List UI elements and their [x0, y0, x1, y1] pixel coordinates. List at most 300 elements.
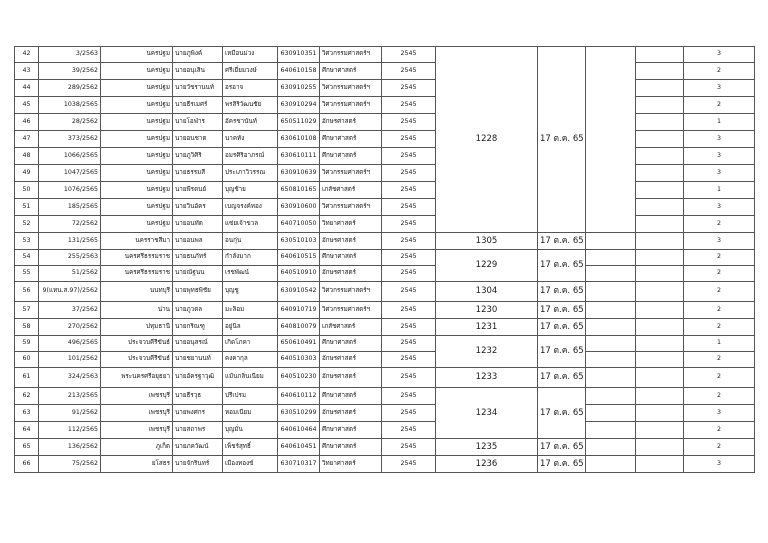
- table-row: [15, 63, 755, 80]
- case-number: 255/2563: [39, 250, 101, 266]
- blank-cell: [586, 422, 636, 439]
- table-row: [15, 405, 755, 422]
- student-id: 650511029: [278, 114, 320, 131]
- blank-cell: [636, 282, 684, 302]
- province: ยโสธร: [101, 456, 173, 473]
- blank-cell: [586, 336, 636, 352]
- table-row: [15, 319, 755, 336]
- row-number: 49: [15, 165, 39, 182]
- blank-cell: [636, 148, 684, 165]
- faculty: ศึกษาศาสตร์: [320, 250, 382, 266]
- score-value: 3: [684, 80, 755, 97]
- province: นครปฐม: [101, 114, 173, 131]
- case-number: 3/2563: [39, 47, 101, 63]
- case-number: 373/2562: [39, 131, 101, 148]
- first-name: นายอนทัต: [173, 216, 223, 233]
- blank-cell: [586, 233, 636, 250]
- year: 2545: [382, 199, 436, 216]
- year: 2545: [382, 165, 436, 182]
- faculty: วิศวกรรมศาสตร์ฯ: [320, 47, 382, 63]
- row-number: 60: [15, 352, 39, 368]
- document-number: 1228: [436, 47, 538, 233]
- document-number: 1232: [436, 336, 538, 368]
- table-row: [15, 439, 755, 456]
- student-id: 650810165: [278, 182, 320, 199]
- faculty: วิศวกรรมศาสตร์ฯ: [320, 302, 382, 319]
- province: นครศรีธรรมราช: [101, 250, 173, 266]
- province: นครปฐม: [101, 80, 173, 97]
- student-id: 630910351: [278, 47, 320, 63]
- score-value: 2: [684, 250, 755, 266]
- document-number: 1235: [436, 439, 538, 456]
- first-name: นายอนพล: [173, 233, 223, 250]
- score-value: 2: [684, 439, 755, 456]
- first-name: นายภูวิศิริ: [173, 148, 223, 165]
- faculty: วิศวกรรมศาสตร์ฯ: [320, 199, 382, 216]
- table-row: [15, 47, 755, 63]
- row-number: 47: [15, 131, 39, 148]
- student-id: 640610464: [278, 422, 320, 439]
- last-name: นาคทัง: [223, 131, 278, 148]
- last-name: กำลังมาก: [223, 250, 278, 266]
- province: นครราชสีมา: [101, 233, 173, 250]
- first-name: นายพีรดนย์: [173, 182, 223, 199]
- faculty: อักษรศาสตร์: [320, 266, 382, 282]
- table-row: [15, 182, 755, 199]
- faculty: ศึกษาศาสตร์: [320, 439, 382, 456]
- student-id: 650610491: [278, 336, 320, 352]
- row-number: 61: [15, 368, 39, 388]
- score-value: 2: [684, 352, 755, 368]
- faculty: วิศวกรรมศาสตร์ฯ: [320, 80, 382, 97]
- last-name: บุญมั่น: [223, 422, 278, 439]
- student-id: 630510103: [278, 233, 320, 250]
- table-row: [15, 422, 755, 439]
- row-number: 51: [15, 199, 39, 216]
- case-number: 28/2562: [39, 114, 101, 131]
- case-number: 72/2562: [39, 216, 101, 233]
- last-name: อมรศิริอาภรณ์: [223, 148, 278, 165]
- score-value: 3: [684, 405, 755, 422]
- table-row: [15, 199, 755, 216]
- faculty: ศึกษาศาสตร์: [320, 148, 382, 165]
- blank-cell: [586, 266, 636, 282]
- last-name: บุญชู: [223, 282, 278, 302]
- case-number: 75/2562: [39, 456, 101, 473]
- last-name: เกิดโภคา: [223, 336, 278, 352]
- student-id: 640610158: [278, 63, 320, 80]
- first-name: นายจักรินทร์: [173, 456, 223, 473]
- blank-cell: [636, 97, 684, 114]
- last-name: เพ็ชร์สุทธิ์: [223, 439, 278, 456]
- year: 2545: [382, 148, 436, 165]
- row-number: 46: [15, 114, 39, 131]
- blank-cell: [586, 47, 636, 233]
- faculty: วิศวกรรมศาสตร์ฯ: [320, 282, 382, 302]
- row-number: 44: [15, 80, 39, 97]
- blank-cell: [586, 388, 636, 405]
- faculty: วิทยาศาสตร์: [320, 456, 382, 473]
- province: เพชรบุรี: [101, 388, 173, 405]
- last-name: อนกุ่น: [223, 233, 278, 250]
- province: นครปฐม: [101, 199, 173, 216]
- document-number: 1230: [436, 302, 538, 319]
- blank-cell: [636, 63, 684, 80]
- last-name: เรชพัฒน์: [223, 266, 278, 282]
- blank-cell: [586, 456, 636, 473]
- blank-cell: [636, 302, 684, 319]
- first-name: นายธนภัทร์: [173, 250, 223, 266]
- document-date: 17 ต.ค. 65: [538, 282, 586, 302]
- document-date: 17 ต.ค. 65: [538, 319, 586, 336]
- row-number: 53: [15, 233, 39, 250]
- case-number: 9(แทน.ส.97)/2562: [39, 282, 101, 302]
- faculty: อักษรศาสตร์: [320, 352, 382, 368]
- document-date: 17 ต.ค. 65: [538, 233, 586, 250]
- faculty: ศึกษาศาสตร์: [320, 422, 382, 439]
- document-date: 17 ต.ค. 65: [538, 368, 586, 388]
- document-date: 17 ต.ค. 65: [538, 439, 586, 456]
- case-number: 91/2562: [39, 405, 101, 422]
- row-number: 56: [15, 282, 39, 302]
- first-name: นายวัชรานนท์: [173, 80, 223, 97]
- first-name: นายธีรวุธ: [173, 388, 223, 405]
- student-id: 630610108: [278, 131, 320, 148]
- blank-cell: [586, 352, 636, 368]
- first-name: นายสถาพร: [173, 422, 223, 439]
- document-number: 1305: [436, 233, 538, 250]
- score-value: 1: [684, 114, 755, 131]
- first-name: นายธีรเมศร์: [173, 97, 223, 114]
- student-id: 640810079: [278, 319, 320, 336]
- student-id: 640510230: [278, 368, 320, 388]
- case-number: 51/2562: [39, 266, 101, 282]
- document-date: 17 ต.ค. 65: [538, 302, 586, 319]
- document-number: 1304: [436, 282, 538, 302]
- case-number: 101/2562: [39, 352, 101, 368]
- blank-cell: [636, 233, 684, 250]
- faculty: อักษรศาสตร์: [320, 114, 382, 131]
- table-row: [15, 266, 755, 282]
- last-name: อัครชานันท์: [223, 114, 278, 131]
- year: 2545: [382, 114, 436, 131]
- score-value: 3: [684, 199, 755, 216]
- case-number: 131/2565: [39, 233, 101, 250]
- blank-cell: [636, 319, 684, 336]
- table-row: [15, 302, 755, 319]
- score-value: 2: [684, 302, 755, 319]
- row-number: 42: [15, 47, 39, 63]
- student-id: 640710050: [278, 216, 320, 233]
- year: 2545: [382, 266, 436, 282]
- blank-cell: [586, 319, 636, 336]
- last-name: เมืองทองข์: [223, 456, 278, 473]
- blank-cell: [636, 47, 684, 63]
- student-id: 630910542: [278, 282, 320, 302]
- year: 2545: [382, 47, 436, 63]
- last-name: เหมือนม่วง: [223, 47, 278, 63]
- faculty: วิทยาศาสตร์: [320, 216, 382, 233]
- table-row: [15, 368, 755, 388]
- year: 2545: [382, 388, 436, 405]
- case-number: 289/2562: [39, 80, 101, 97]
- records-table: [14, 46, 755, 473]
- student-id: 640610112: [278, 388, 320, 405]
- province: นครปฐม: [101, 131, 173, 148]
- province: นครปฐม: [101, 63, 173, 80]
- blank-cell: [636, 199, 684, 216]
- case-number: 136/2562: [39, 439, 101, 456]
- year: 2545: [382, 216, 436, 233]
- table-row: [15, 165, 755, 182]
- row-number: 50: [15, 182, 39, 199]
- year: 2545: [382, 80, 436, 97]
- blank-cell: [636, 388, 684, 405]
- table-body: [15, 47, 755, 473]
- province: เพชรบุรี: [101, 422, 173, 439]
- student-id: 630910600: [278, 199, 320, 216]
- year: 2545: [382, 439, 436, 456]
- year: 2545: [382, 131, 436, 148]
- case-number: 112/2565: [39, 422, 101, 439]
- last-name: แม้นกลิ่นเนียม: [223, 368, 278, 388]
- year: 2545: [382, 422, 436, 439]
- year: 2545: [382, 282, 436, 302]
- last-name: อรอาจ: [223, 80, 278, 97]
- score-value: 3: [684, 131, 755, 148]
- score-value: 1: [684, 336, 755, 352]
- blank-cell: [636, 182, 684, 199]
- table-row: [15, 131, 755, 148]
- document-date: 17 ต.ค. 65: [538, 456, 586, 473]
- row-number: 64: [15, 422, 39, 439]
- document-date: 17 ต.ค. 65: [538, 388, 586, 439]
- case-number: 324/2563: [39, 368, 101, 388]
- student-id: 640910719: [278, 302, 320, 319]
- row-number: 66: [15, 456, 39, 473]
- province: นครปฐม: [101, 182, 173, 199]
- document-date: 17 ต.ค. 65: [538, 336, 586, 368]
- row-number: 63: [15, 405, 39, 422]
- province: นครศรีธรรมราช: [101, 266, 173, 282]
- blank-cell: [636, 80, 684, 97]
- score-value: 2: [684, 388, 755, 405]
- faculty: อักษรศาสตร์: [320, 233, 382, 250]
- table-row: [15, 250, 755, 266]
- case-number: 185/2565: [39, 199, 101, 216]
- table-row: [15, 148, 755, 165]
- year: 2545: [382, 302, 436, 319]
- blank-cell: [586, 368, 636, 388]
- blank-cell: [586, 405, 636, 422]
- score-value: 3: [684, 456, 755, 473]
- province: พระนครศรีอยุธยา: [101, 368, 173, 388]
- province: ภูเก็ต: [101, 439, 173, 456]
- year: 2545: [382, 182, 436, 199]
- blank-cell: [636, 422, 684, 439]
- year: 2545: [382, 352, 436, 368]
- last-name: ศรีเยี่ยมวงษ์: [223, 63, 278, 80]
- faculty: ศึกษาศาสตร์: [320, 131, 382, 148]
- last-name: แซ่ยเจ้าขวล: [223, 216, 278, 233]
- case-number: 213/2565: [39, 388, 101, 405]
- last-name: อยู่นิล: [223, 319, 278, 336]
- last-name: ประเภาวิวรรณ: [223, 165, 278, 182]
- province: น่าน: [101, 302, 173, 319]
- table-row: [15, 80, 755, 97]
- first-name: นายวินอัคร: [173, 199, 223, 216]
- province: นครปฐม: [101, 216, 173, 233]
- faculty: อักษรศาสตร์: [320, 368, 382, 388]
- score-value: 3: [684, 148, 755, 165]
- score-value: 3: [684, 47, 755, 63]
- year: 2545: [382, 97, 436, 114]
- document-number: 1234: [436, 388, 538, 439]
- blank-cell: [636, 114, 684, 131]
- province: นครปฐม: [101, 97, 173, 114]
- student-id: 630510299: [278, 405, 320, 422]
- table-row: [15, 282, 755, 302]
- document-number: 1236: [436, 456, 538, 473]
- blank-cell: [636, 131, 684, 148]
- table-row: [15, 97, 755, 114]
- faculty: เภสัชศาสตร์: [320, 319, 382, 336]
- case-number: 1038/2565: [39, 97, 101, 114]
- row-number: 48: [15, 148, 39, 165]
- score-value: 1: [684, 182, 755, 199]
- case-number: 37/2562: [39, 302, 101, 319]
- student-id: 630710317: [278, 456, 320, 473]
- case-number: 1047/2565: [39, 165, 101, 182]
- year: 2545: [382, 456, 436, 473]
- case-number: 1066/2565: [39, 148, 101, 165]
- faculty: ศึกษาศาสตร์: [320, 336, 382, 352]
- year: 2545: [382, 336, 436, 352]
- first-name: นายอนุสรณ์: [173, 336, 223, 352]
- blank-cell: [636, 336, 684, 352]
- first-name: นายภูวดล: [173, 302, 223, 319]
- last-name: หอมเนียม: [223, 405, 278, 422]
- year: 2545: [382, 405, 436, 422]
- row-number: 57: [15, 302, 39, 319]
- province: เพชรบุรี: [101, 405, 173, 422]
- row-number: 58: [15, 319, 39, 336]
- year: 2545: [382, 250, 436, 266]
- blank-cell: [636, 250, 684, 266]
- first-name: นายอนชาต: [173, 131, 223, 148]
- year: 2545: [382, 233, 436, 250]
- faculty: ศึกษาศาสตร์: [320, 388, 382, 405]
- row-number: 55: [15, 266, 39, 282]
- student-id: 640610515: [278, 250, 320, 266]
- blank-cell: [636, 368, 684, 388]
- row-number: 62: [15, 388, 39, 405]
- case-number: 270/2562: [39, 319, 101, 336]
- score-value: 3: [684, 233, 755, 250]
- document-number: 1229: [436, 250, 538, 282]
- blank-cell: [636, 352, 684, 368]
- document-number: 1231: [436, 319, 538, 336]
- score-value: 2: [684, 97, 755, 114]
- province: นครปฐม: [101, 47, 173, 63]
- score-value: 2: [684, 368, 755, 388]
- student-id: 640510910: [278, 266, 320, 282]
- province: ประจวบคีรีขันธ์: [101, 352, 173, 368]
- faculty: เภสัชศาสตร์: [320, 182, 382, 199]
- table-row: [15, 216, 755, 233]
- score-value: 3: [684, 165, 755, 182]
- province: นครปฐม: [101, 165, 173, 182]
- blank-cell: [636, 405, 684, 422]
- last-name: ปรีเปรม: [223, 388, 278, 405]
- faculty: วิศวกรรมศาสตร์ฯ: [320, 165, 382, 182]
- student-id: 630910255: [278, 80, 320, 97]
- faculty: อักษรศาสตร์: [320, 405, 382, 422]
- document-number: 1233: [436, 368, 538, 388]
- year: 2545: [382, 368, 436, 388]
- first-name: นายกริณฑู: [173, 319, 223, 336]
- table-row: [15, 388, 755, 405]
- row-number: 59: [15, 336, 39, 352]
- first-name: นายพุทธพิชัย: [173, 282, 223, 302]
- blank-cell: [586, 439, 636, 456]
- table-row: [15, 233, 755, 250]
- student-id: 640510303: [278, 352, 320, 368]
- table-row: [15, 352, 755, 368]
- first-name: นายพงศกร: [173, 405, 223, 422]
- last-name: เบญจรงค์ทอง: [223, 199, 278, 216]
- case-number: 39/2562: [39, 63, 101, 80]
- table-row: [15, 336, 755, 352]
- first-name: นายภูพิงค์: [173, 47, 223, 63]
- blank-cell: [586, 302, 636, 319]
- first-name: นายชยานนท์: [173, 352, 223, 368]
- score-value: 2: [684, 216, 755, 233]
- row-number: 45: [15, 97, 39, 114]
- year: 2545: [382, 319, 436, 336]
- blank-cell: [586, 282, 636, 302]
- blank-cell: [586, 250, 636, 266]
- document-date: 17 ต.ค. 65: [538, 47, 586, 233]
- year: 2545: [382, 63, 436, 80]
- faculty: ศึกษาศาสตร์: [320, 63, 382, 80]
- province: ปทุมธานี: [101, 319, 173, 336]
- student-id: 640610451: [278, 439, 320, 456]
- first-name: นายณัฐนน: [173, 266, 223, 282]
- last-name: มะลิอม: [223, 302, 278, 319]
- first-name: นายธรรมสี: [173, 165, 223, 182]
- score-value: 2: [684, 266, 755, 282]
- row-number: 54: [15, 250, 39, 266]
- student-id: 630910639: [278, 165, 320, 182]
- case-number: 1076/2565: [39, 182, 101, 199]
- score-value: 2: [684, 282, 755, 302]
- student-id: 630610111: [278, 148, 320, 165]
- score-value: 2: [684, 422, 755, 439]
- last-name: บุญช้าย: [223, 182, 278, 199]
- blank-cell: [636, 266, 684, 282]
- score-value: 2: [684, 63, 755, 80]
- score-value: 2: [684, 319, 755, 336]
- row-number: 65: [15, 439, 39, 456]
- first-name: นายอนุเสิน: [173, 63, 223, 80]
- faculty: วิศวกรรมศาสตร์ฯ: [320, 97, 382, 114]
- row-number: 52: [15, 216, 39, 233]
- province: ประจวบคีรีขันธ์: [101, 336, 173, 352]
- first-name: นายอัครฐาวุฒิ: [173, 368, 223, 388]
- province: นครปฐม: [101, 148, 173, 165]
- student-id: 630910294: [278, 97, 320, 114]
